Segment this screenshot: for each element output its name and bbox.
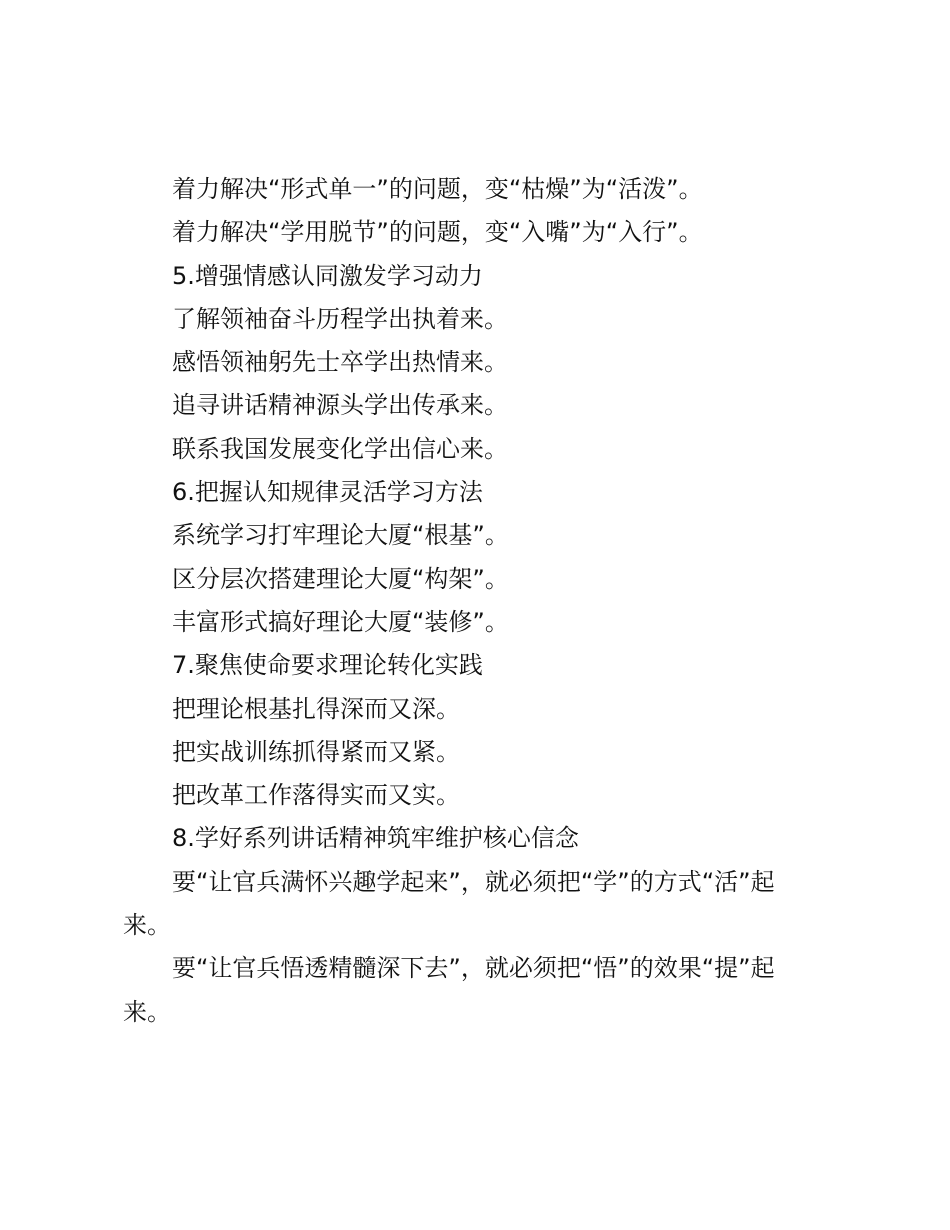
- document-body: [123, 168, 803, 1034]
- paragraph-1: 着力解决“形式单一”的问题，变“枯燥”为“活泼”。: [172, 175, 703, 203]
- paragraph-10: 把理论根基扎得深而又深。: [172, 694, 460, 723]
- paragraph-12: 把改革工作落得实而又实。: [172, 781, 460, 810]
- paragraph-13: 要“让官兵满怀兴趣学起来”，就必须把“学”的方式“活”起来。: [123, 867, 775, 940]
- paragraph-7: 系统学习打牢理论大厦“根基”。: [172, 521, 509, 550]
- section-heading-5: 5.增强情感认同激发学习动力: [172, 261, 483, 290]
- section-heading-7: 7.聚焦使命要求理论转化实践: [172, 651, 483, 680]
- paragraph-2: 着力解决“学用脱节”的问题，变“入嘴”为“入行”。: [172, 218, 703, 247]
- paragraph-9: 丰富形式搞好理论大厦“装修”。: [172, 607, 509, 636]
- paragraph-11: 把实战训练抓得紧而又紧。: [172, 737, 460, 766]
- paragraph-14: 要“让官兵悟透精髓深下去”，就必须把“悟”的效果“提”起来。: [123, 954, 775, 1026]
- section-heading-6: 6.把握认知规律灵活学习方法: [172, 478, 483, 507]
- paragraph-4: 感悟领袖躬先士卒学出热情来。: [172, 348, 508, 377]
- paragraph-8: 区分层次搭建理论大厦“构架”。: [172, 564, 509, 593]
- paragraph-5: 追寻讲话精神源头学出传承来。: [172, 391, 508, 420]
- section-heading-8: 8.学好系列讲话精神筑牢维护核心信念: [172, 824, 579, 853]
- paragraph-6: 联系我国发展变化学出信心来。: [172, 434, 508, 463]
- paragraph-3: 了解领袖奋斗历程学出执着来。: [172, 304, 508, 333]
